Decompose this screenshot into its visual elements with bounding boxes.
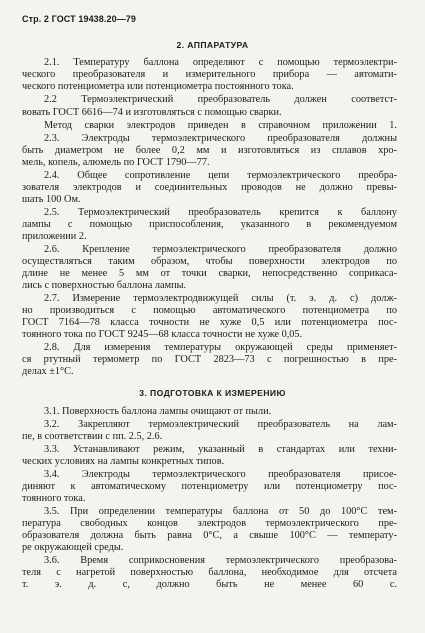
text-line: но производиться с помощью автоматического потенциометра по — [22, 305, 397, 316]
text-line: 2.6. Крепление термоэлектрического преобразователя должно — [44, 244, 397, 255]
text-line: 3.5. При определении температуры баллона от 50 до 100°С тем- — [44, 506, 397, 517]
text-line: Метод сварки электродов приведен в справочном приложении 1. — [44, 120, 397, 131]
text-line: 2.2 Термоэлектрический преобразователь должен соответст- — [44, 94, 397, 105]
text-line: 2.8. Для измерения температуры окружающей среды применяет- — [44, 342, 397, 353]
text-line: диняют к автоматическому потенциометру или потенциометру пос- — [22, 481, 397, 492]
text-line: ческих условиях на лампы конкретных типов. — [22, 456, 225, 467]
text-line: осуществляться таким образом, чтобы поверхности электродов по — [22, 256, 397, 267]
text-line: делах ±1°С. — [22, 366, 74, 377]
text-line: быть диаметром не более 0,2 мм и изготовляться из сплавов хро- — [22, 145, 397, 156]
text-line: приложении 2. — [22, 231, 87, 242]
text-line: 2.5. Термоэлектрический преобразователь крепится к баллону — [44, 207, 397, 218]
text-line: ческого потенциометра или потенциометра постоянного тока. — [22, 81, 294, 92]
text-line: шать 100 Ом. — [22, 194, 81, 205]
text-line: тоянного тока. — [22, 493, 86, 504]
text-line: 2.4. Общее сопротивление цепи термоэлектрического преобра- — [44, 170, 397, 181]
text-line: мель, копель, алюмель по ГОСТ 1790—77. — [22, 157, 210, 168]
text-line: 2.1. Температуру баллона определяют с помощью термоэлектри- — [44, 57, 397, 68]
text-line: ре окружающей среды. — [22, 542, 124, 553]
text-line: длине не менее 5 мм от точки сварки, непосредственно соприкаса- — [22, 268, 397, 279]
text-line: т. э. д. с, должно быть не менее 60 с. — [22, 579, 397, 590]
text-line: 2.3. Электроды термоэлектрического преобразователя должны — [44, 133, 397, 144]
text-line: вовать ГОСТ 6616—74 и изготовляться с помощью сварки. — [22, 107, 282, 118]
text-line: пература свободных концов электродов термоэлектрического пре- — [22, 518, 397, 529]
text-line: 3.1. Поверхность баллона лампы очищают от пыли. — [44, 406, 272, 417]
text-line: ся ртутный термометр по ГОСТ 2823—73 с погрешностью в пре- — [22, 354, 397, 365]
text-line: лампы с помощью приспособления, указанного в рекомендуемом — [22, 219, 397, 230]
text-line: ГОСТ 7164—78 класса точности не хуже 0,5 или потенциометра пос- — [22, 317, 397, 328]
text-line: зователя электродов и соединительных проводов не должно превы- — [22, 182, 397, 193]
text-line: 3.2. Закрепляют термоэлектрический преобразователь на лам- — [44, 419, 397, 430]
section-title: 3. ПОДГОТОВКА К ИЗМЕРЕНИЮ — [139, 388, 286, 398]
text-line: пе, в соответствии с пп. 2.5, 2.6. — [22, 431, 163, 442]
page-header: Стр. 2 ГОСТ 19438.20—79 — [22, 14, 137, 24]
text-line: 3.3. Устанавливают режим, указанный в стандартах или техни- — [44, 444, 397, 455]
text-line: теля с нагретой поверхностью баллона, необходимое для отсчета — [22, 567, 397, 578]
text-line: 3.6. Время соприкосновения термоэлектрического преобразова- — [44, 555, 397, 566]
text-line: 2.7. Измерение термоэлектродвижущей силы (т. э. д. с) долж- — [44, 293, 397, 304]
section-title: 2. АППАРАТУРА — [176, 40, 249, 50]
text-line: 3.4. Электроды термоэлектрического преобразователя присое- — [44, 469, 397, 480]
text-line: ческого преобразователя и измерительного прибора — автомати- — [22, 69, 397, 80]
text-line: образователя должна быть равна 0°С, а свыше 100°С — температу- — [22, 530, 397, 541]
text-line: тоянного тока по ГОСТ 9245—68 класса точности не хуже 0,05. — [22, 329, 303, 340]
text-line: лись с поверхностью баллона лампы. — [22, 280, 187, 291]
